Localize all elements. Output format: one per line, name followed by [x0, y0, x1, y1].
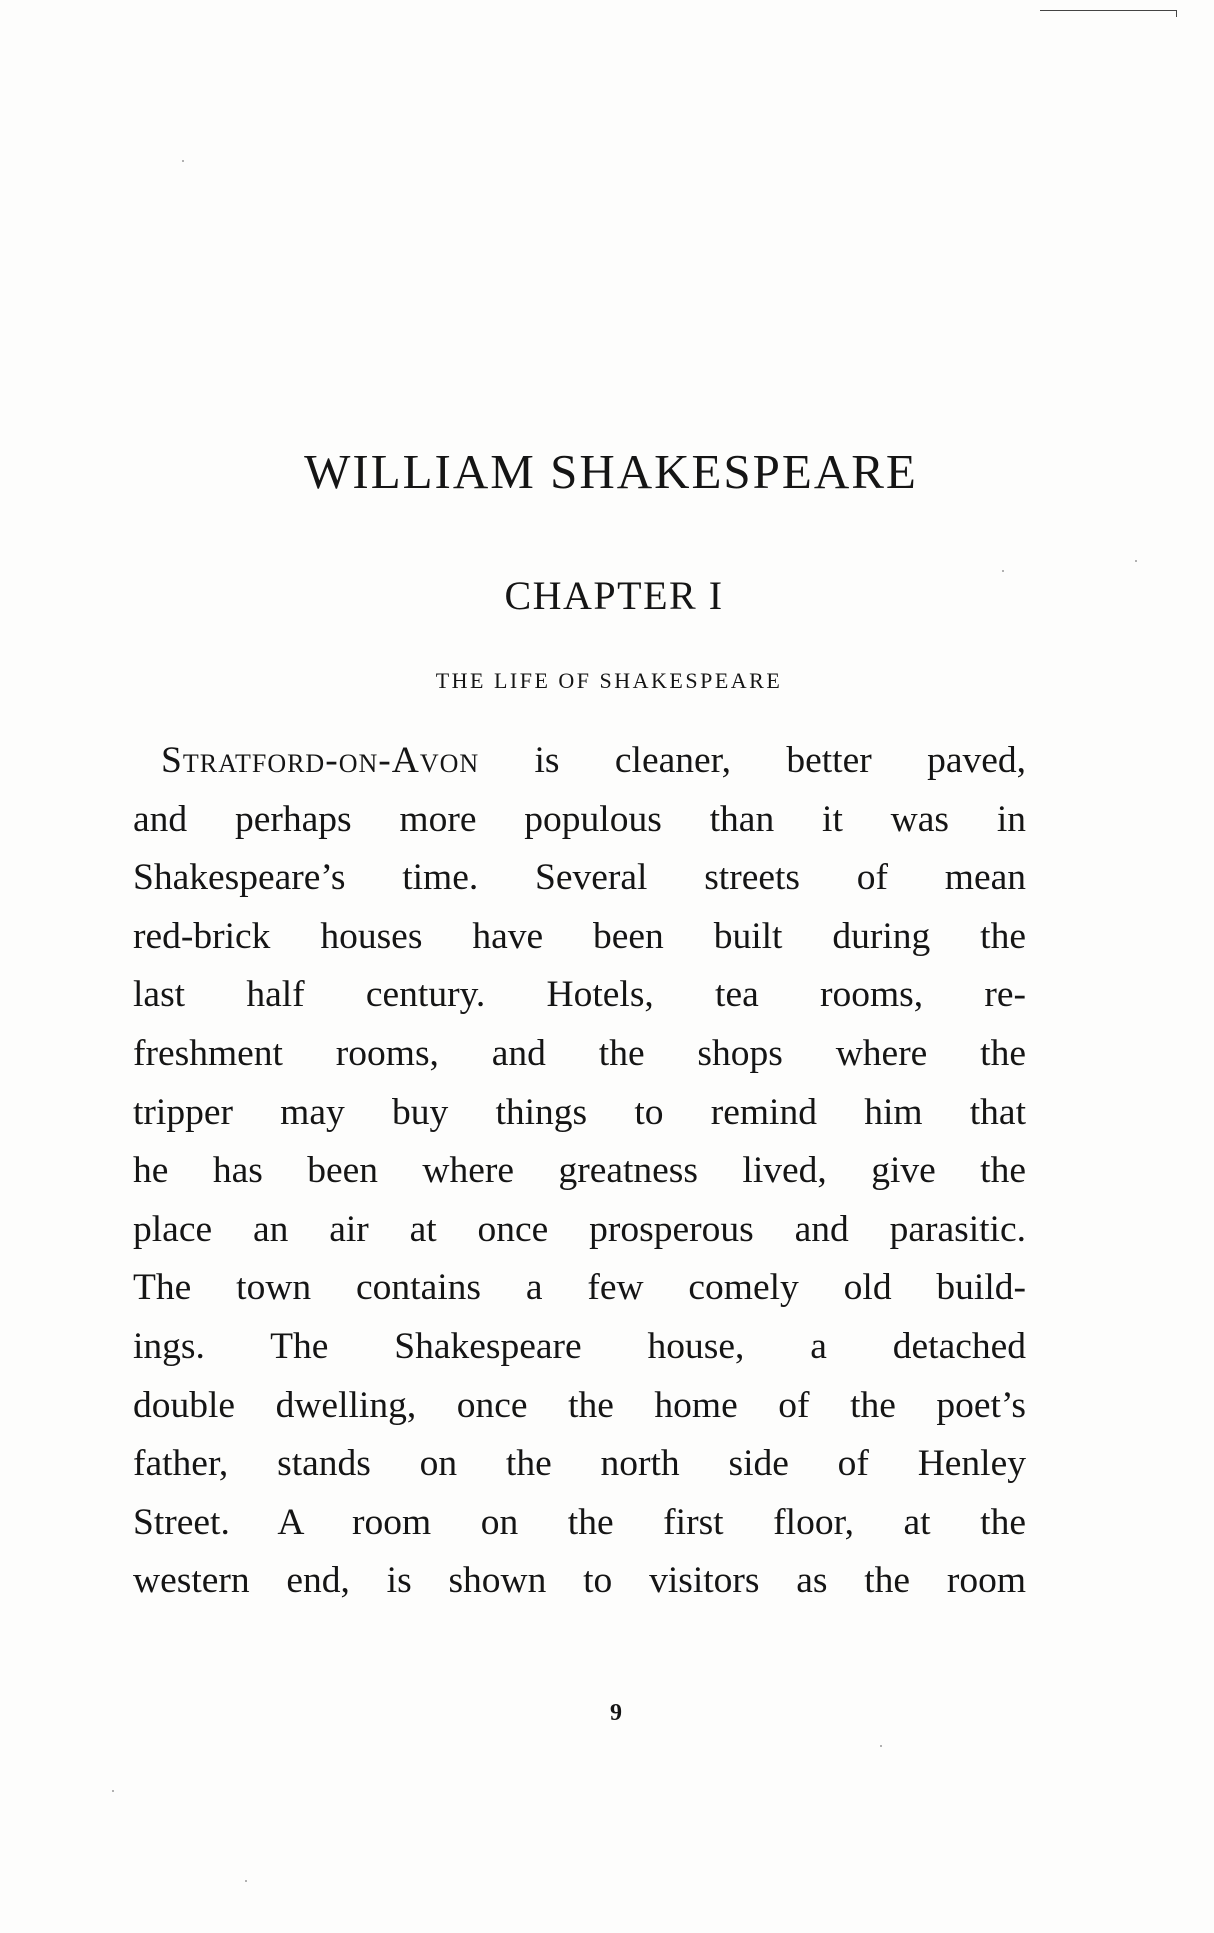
- body-line: he has been where greatness lived, give the: [133, 1150, 1026, 1192]
- body-line-text: is cleaner, better paved,: [479, 740, 1026, 781]
- chapter-title: THE LIFE OF SHAKESPEARE: [435, 668, 783, 693]
- body-line: freshment rooms, and the shops where the: [133, 1032, 1026, 1074]
- body-line: last half century. Hotels, tea rooms, re-: [133, 974, 1026, 1016]
- scan-corner-mark: [1040, 10, 1177, 17]
- body-line: father, stands on the north side of Henley: [133, 1443, 1026, 1485]
- body-line: [133, 732, 1026, 791]
- body-line: and perhaps more populous than it was in: [133, 798, 1026, 840]
- chapter-number: CHAPTER I: [504, 573, 724, 618]
- body-line: Shakespeare’s time. Several streets of mean: [133, 857, 1026, 899]
- scan-speck: [880, 1745, 882, 1747]
- body-line: western end, is shown to visitors as the room: [133, 1560, 1026, 1602]
- scan-speck: [112, 1790, 114, 1792]
- scan-speck: [245, 1880, 247, 1882]
- body-line: The town contains a few comely old build-: [133, 1267, 1026, 1309]
- body-line: tripper may buy things to remind him that: [133, 1091, 1026, 1133]
- body-line: Street. A room on the first floor, at the: [133, 1501, 1026, 1543]
- body-line: place an air at once prosperous and parasitic.: [133, 1208, 1026, 1250]
- page-number: 9: [610, 1700, 622, 1726]
- body-line: ings. The Shakespeare house, a detached: [133, 1325, 1026, 1367]
- opening-words: Stratford-on-Avon: [161, 740, 480, 781]
- body-line: double dwelling, once the home of the poet’s: [133, 1384, 1026, 1426]
- scan-speck: [182, 160, 184, 162]
- book-title: WILLIAM SHAKESPEARE: [304, 444, 918, 499]
- scan-speck: [1135, 560, 1137, 562]
- body-text: [133, 732, 1026, 1611]
- body-line: red-brick houses have been built during the: [133, 915, 1026, 957]
